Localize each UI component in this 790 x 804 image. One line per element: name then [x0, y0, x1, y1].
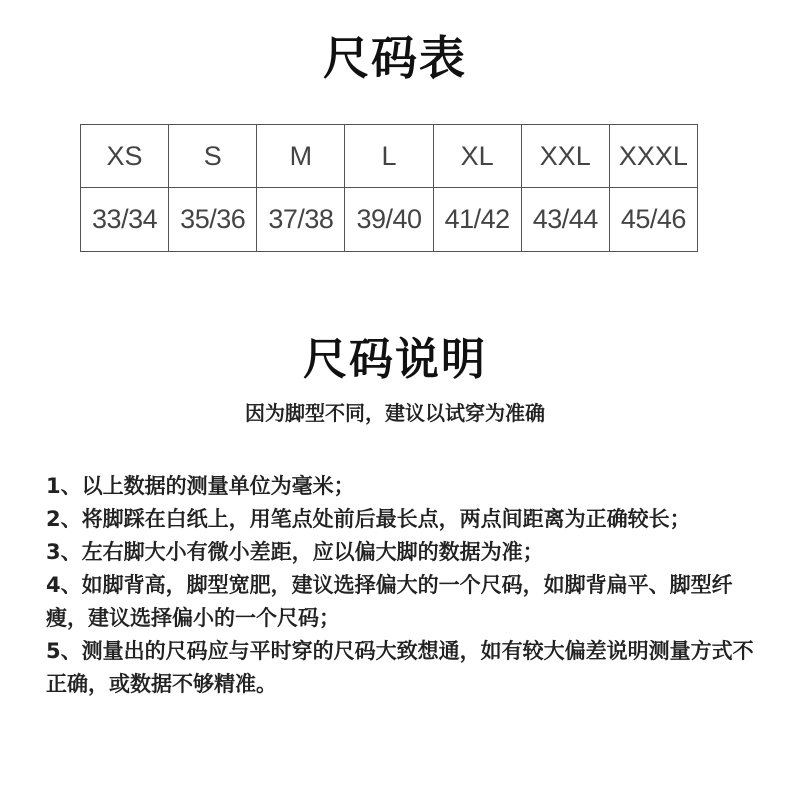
size-row: [81, 125, 698, 188]
foot-size-cell: 37/38: [257, 188, 345, 252]
note-item: 5、测量出的尺码应与平时穿的尺码大致想通，如有较大偏差说明测量方式不正确，或数据不够精准。: [46, 639, 754, 696]
size-cell-xs: XS: [81, 125, 169, 188]
size-cell-xxl: XXL: [521, 125, 609, 188]
note-item: 3、左右脚大小有微小差距，应以偏大脚的数据为准；: [46, 540, 544, 564]
instructions-title: 尺码说明: [303, 334, 487, 385]
note-item: 4、如脚背高，脚型宽肥，建议选择偏大的一个尺码，如脚背扁平、脚型纤瘦，建议选择偏小的一个尺码；: [46, 573, 733, 630]
foot-size-cell: 33/34: [81, 188, 169, 252]
foot-size-cell: 45/46: [609, 188, 697, 252]
size-chart-title: 尺码表: [323, 31, 467, 85]
instructions-notes: [46, 470, 766, 701]
size-cell-xl: XL: [433, 125, 521, 188]
foot-size-cell: 43/44: [521, 188, 609, 252]
foot-size-cell: 39/40: [345, 188, 433, 252]
size-cell-s: S: [169, 125, 257, 188]
size-chart-table: [80, 124, 698, 252]
size-cell-l: L: [345, 125, 433, 188]
note-item: 1、以上数据的测量单位为毫米；: [46, 474, 355, 498]
foot-size-cell: 41/42: [433, 188, 521, 252]
foot-size-row: [81, 188, 698, 252]
size-cell-xxxl: XXXL: [609, 125, 697, 188]
foot-size-cell: 35/36: [169, 188, 257, 252]
note-item: 2、将脚踩在白纸上，用笔点处前后最长点，两点间距离为正确较长；: [46, 507, 691, 531]
instructions-subtitle: 因为脚型不同，建议以试穿为准确: [245, 401, 545, 425]
size-cell-m: M: [257, 125, 345, 188]
